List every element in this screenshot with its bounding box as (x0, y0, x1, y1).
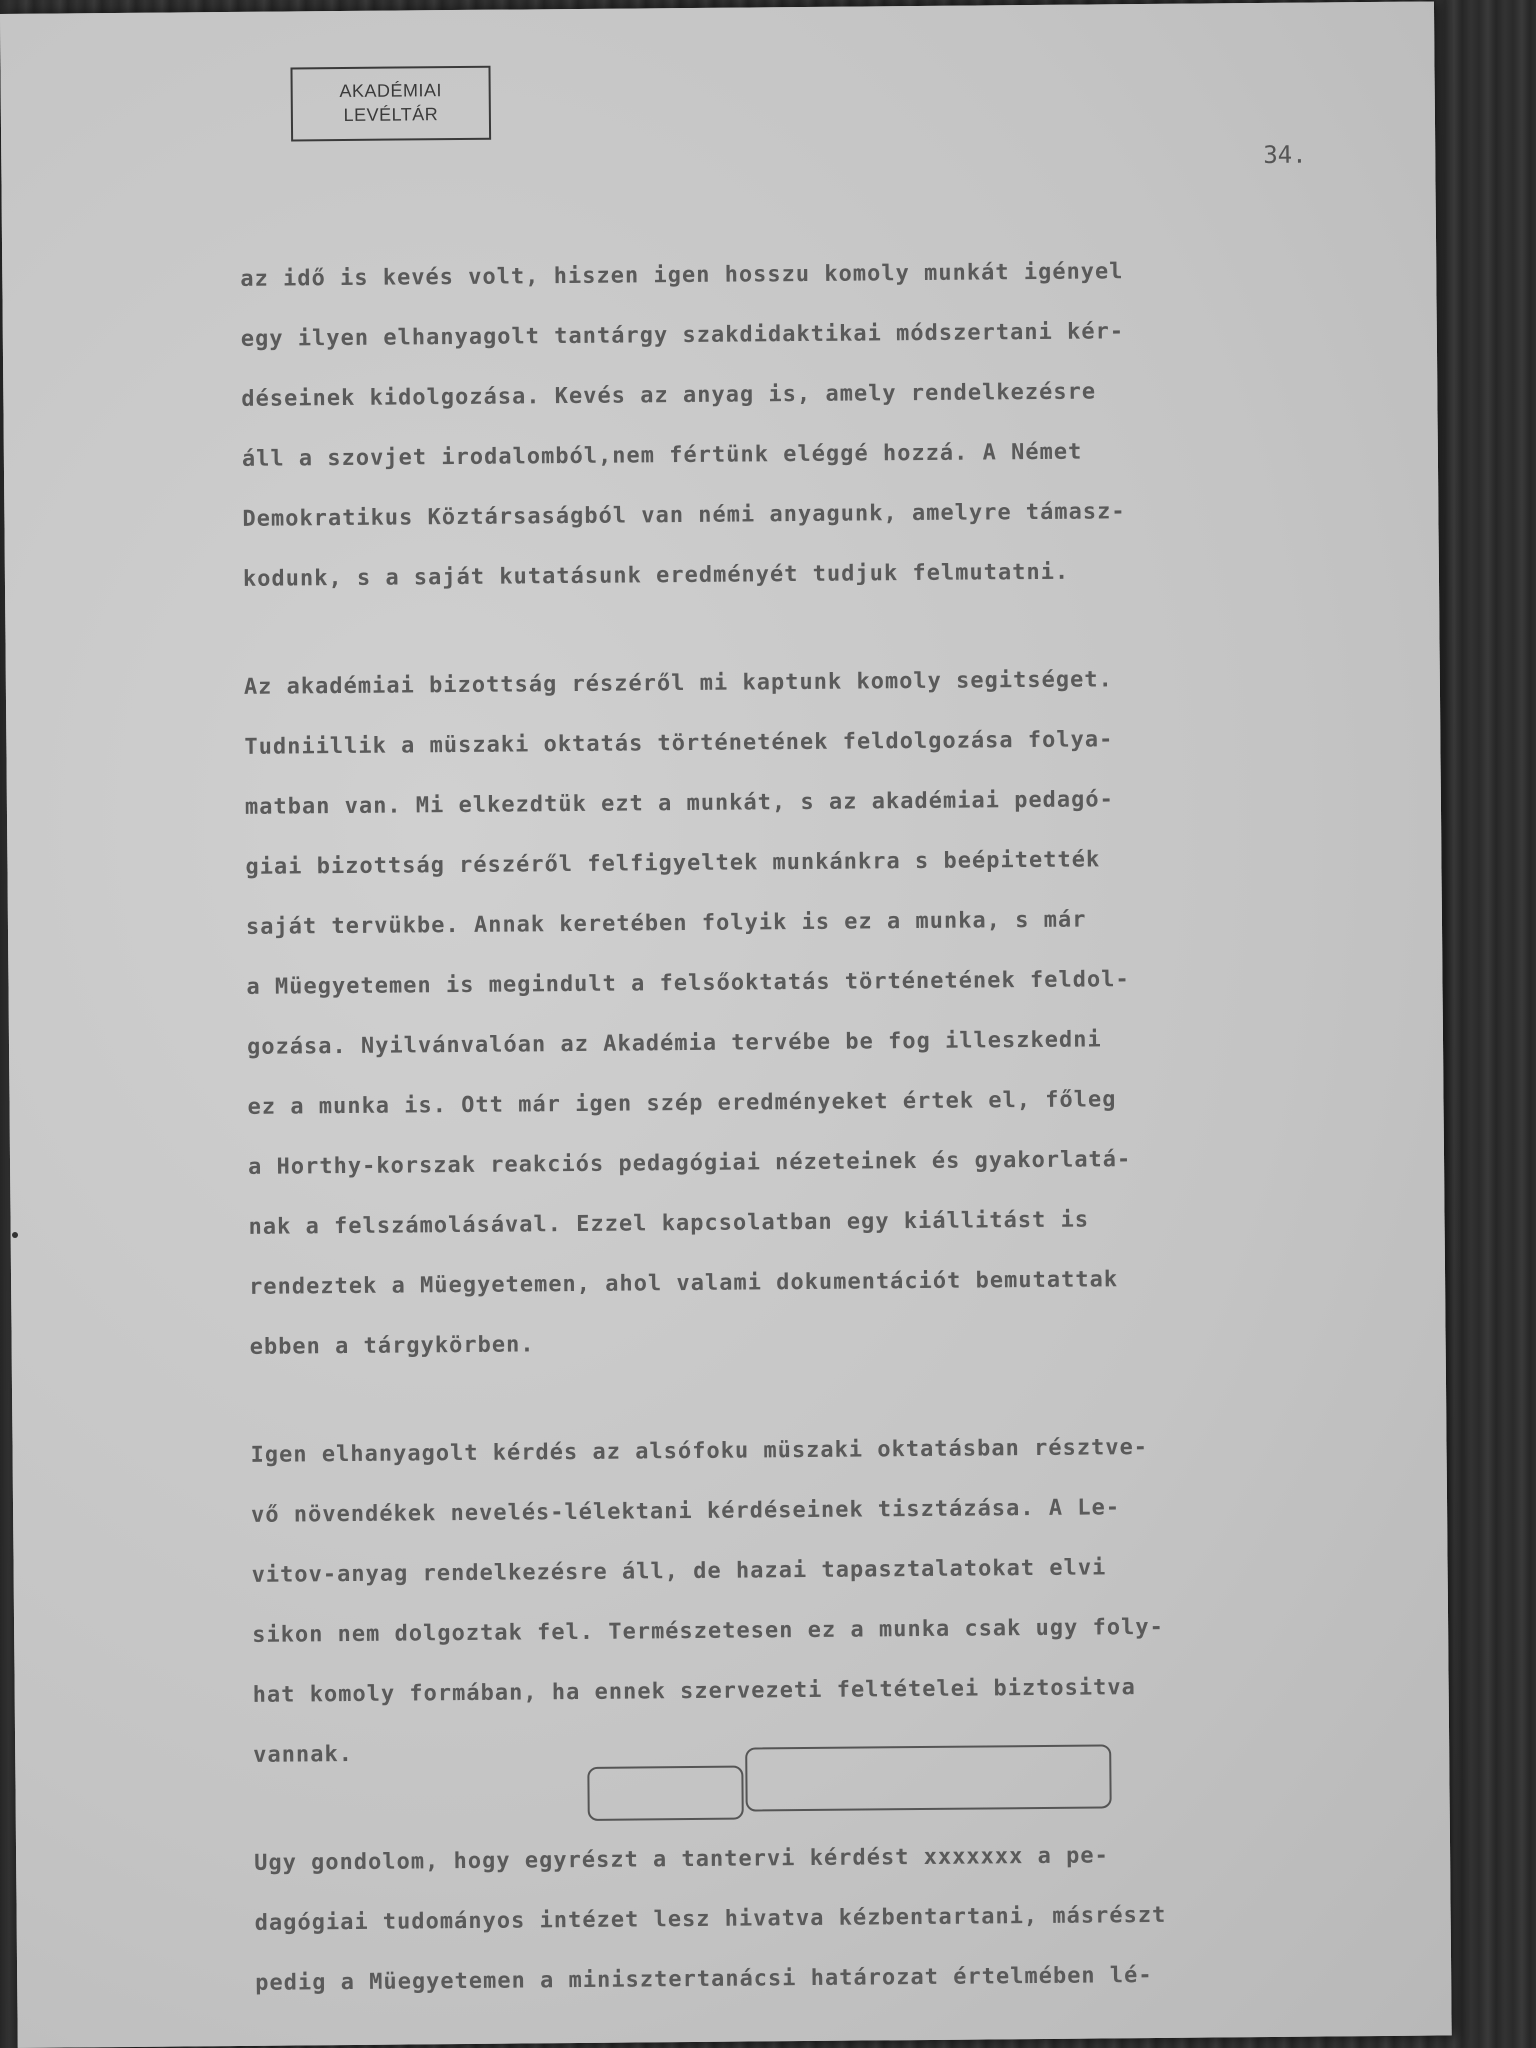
paragraph-2 (244, 648, 1400, 1378)
stamp-line-2: LEVÉLTÁR (343, 104, 439, 126)
paragraph-1 (240, 240, 1393, 610)
text-line: áll a szovjet irodalomból,nem fértünk eléggé hozzá. A Német (241, 439, 1083, 472)
text-line: giai bizottság részéről felfigyeltek munkánkra s beépitették (245, 847, 1101, 880)
text-line: egy ilyen elhanyagolt tantárgy szakdidaktikai módszertani kér- (240, 319, 1125, 352)
text-line: hat komoly formában, ha ennek szervezeti feltételei biztositva (252, 1675, 1136, 1708)
text-line: az idő is kevés volt, hiszen igen hosszu komoly munkát igényel (240, 259, 1124, 292)
page-number: 34. (1263, 140, 1307, 169)
text-line: a Horthy-korszak reakciós pedagógiai nézeteinek és gyakorlatá- (247, 1147, 1132, 1180)
text-line: Az akadémiai bizottság részéről mi kaptunk komoly segitséget. (243, 667, 1113, 700)
text-line: kodunk, s a saját kutatásunk eredményét tudjuk felmutatni. (242, 559, 1070, 592)
text-line: ez a munka is. Ott már igen szép eredményeket értek el, főleg (247, 1087, 1117, 1120)
stamp-line-1: AKADÉMIAI (339, 80, 443, 102)
text-line: matban van. Mi elkezdtük ezt a munkát, s az akadémiai pedagó- (244, 787, 1114, 820)
text-line: sikon nem dolgoztak fel. Természetesen ez a munka csak ugy foly- (252, 1614, 1164, 1648)
pencil-circle-mark (587, 1766, 743, 1821)
margin-dot (12, 1232, 18, 1238)
text-line: saját tervükbe. Annak keretében folyik is ez a munka, s már (245, 907, 1087, 940)
archive-stamp (290, 66, 491, 142)
text-line: vannak. (253, 1741, 354, 1768)
paragraph-3 (250, 1416, 1403, 1786)
text-line: Tudniillik a müszaki oktatás történetének feldolgozása folya- (244, 727, 1114, 760)
text-line: nak a felszámolásával. Ezzel kapcsolatban egy kiállitást is (248, 1207, 1090, 1240)
text-line: a Müegyetemen is megindult a felsőoktatás történetének feldol- (246, 967, 1130, 1000)
pencil-circle-mark (745, 1744, 1112, 1811)
text-line: rendeztek a Müegyetemen, ahol valami dokumentációt bemutattak (249, 1267, 1119, 1300)
text-line: Igen elhanyagolt kérdés az alsófoku müszaki oktatásban résztve- (250, 1435, 1149, 1468)
text-line: gozása. Nyilvánvalóan az Akadémia tervébe be fog illeszkedni (246, 1027, 1102, 1060)
text-line: dagógiai tudományos intézet lesz hivatva kézbentartani, másrészt (254, 1902, 1167, 1936)
text-line: Ugy gondolom, hogy egyrészt a tantervi kérdést xxxxxxx a pe- (254, 1843, 1109, 1876)
text-line: vitov-anyag rendelkezésre áll, de hazai tapasztalatokat elvi (251, 1555, 1107, 1588)
text-line: ebben a tárgykörben. (249, 1332, 535, 1360)
paragraph-4 (254, 1824, 1406, 2014)
text-line: vő növendékek nevelés-lélektani kérdéseinek tisztázása. A Le- (251, 1495, 1121, 1528)
text-line: Demokratikus Köztársaságból van némi anyagunk, amelyre támasz- (242, 499, 1126, 532)
document-page (0, 1, 1452, 2047)
text-line: pedig a Müegyetemen a minisztertanácsi határozat értelmében lé- (255, 1963, 1153, 1996)
text-line: déseinek kidolgozása. Kevés az anyag is, amely rendelkezésre (241, 379, 1097, 412)
